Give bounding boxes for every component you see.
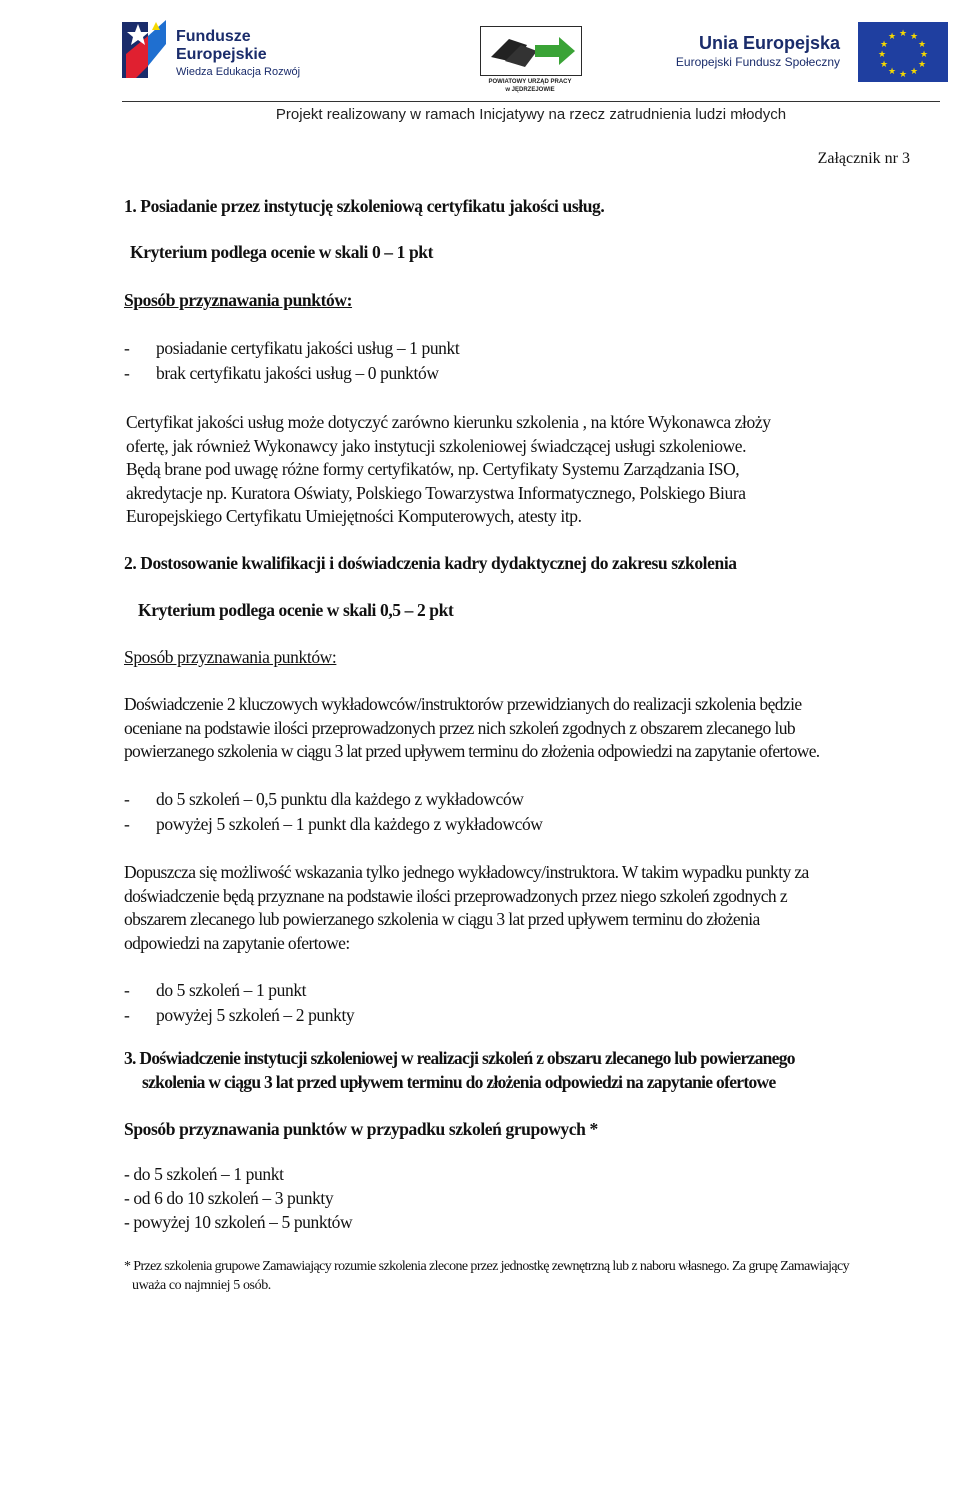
- fe-line3: Wiedza Edukacja Rozwój: [176, 66, 301, 78]
- s2-para2-line-2: doświadczenie będą przyznane na podstawie ilości przeprowadzonych przez niego szkoleń zgodnych z: [124, 886, 788, 906]
- s2-para1-line-1: Doświadczenie 2 kluczowych wykładowców/instruktorów przewidzianych do realizacji szkolenia będzie: [124, 694, 802, 714]
- svg-text:★: ★: [909, 67, 919, 77]
- s2-para1-line-3: powierzanego szkolenia w ciągu 3 lat przed upływem terminu do złożenia odpowiedzi na zapytanie ofertowe.: [124, 741, 820, 761]
- s2-heading: 2. Dostosowanie kwalifikacji i doświadczenia kadry dydaktycznej do zakresu szkolenia: [124, 553, 737, 573]
- s2-item-3-text: do 5 szkoleń – 1 punkt: [156, 980, 307, 1000]
- pup-emblem-icon: [481, 27, 581, 75]
- s1-item-1: - posiadanie certyfikatu jakości usług – 1 punkt: [124, 338, 460, 358]
- s1-criterion: Kryterium podlega ocenie w skali 0 – 1 pkt: [130, 242, 434, 262]
- svg-text:★: ★: [877, 50, 887, 60]
- eu-flag-icon: [858, 22, 948, 82]
- svg-text:★: ★: [898, 70, 908, 80]
- s1-para-line-2: ofertę, jak również Wykonawcy jako instytucji szkoleniowej świadczącej usługi szkoleniowe.: [126, 436, 747, 456]
- s2-item-3: - do 5 szkoleń – 1 punkt: [124, 980, 307, 1000]
- pup-caption: [470, 78, 590, 94]
- svg-text:★: ★: [898, 29, 908, 39]
- s1-para-line-1: Certyfikat jakości usług może dotyczyć zarówno kierunku szkolenia , na które Wykonawca złoży: [126, 412, 771, 432]
- s2-item-4: - powyżej 5 szkoleń – 2 punkty: [124, 1005, 355, 1025]
- fe-line1: Fundusze: [176, 28, 251, 45]
- s1-para-line-3: Będą brane pod uwagę różne formy certyfikatów, np. Certyfikaty Systemu Zarządzania ISO,: [126, 459, 740, 479]
- s2-item-2: - powyżej 5 szkoleń – 1 punkt dla każdego z wykładowców: [124, 814, 543, 834]
- fundusze-europejskie-text: [176, 28, 300, 80]
- eu-line2: Europejski Fundusz Społeczny: [675, 55, 840, 69]
- footnote-line-1: * Przez szkolenia grupowe Zamawiający rozumie szkolenia zlecone przez jednostkę zewnętrzną lub z naboru własnego. Za grupę Zamawiający: [124, 1259, 850, 1274]
- s1-item-1-text: posiadanie certyfikatu jakości usług – 1 punkt: [156, 338, 460, 358]
- header-divider: [122, 101, 940, 102]
- s2-item-1-text: do 5 szkoleń – 0,5 punktu dla każdego z wykładowców: [156, 789, 524, 809]
- svg-text:★: ★: [887, 67, 897, 77]
- s3-item-2: - od 6 do 10 szkoleń – 3 punkty: [124, 1188, 334, 1208]
- s3-item-1: - do 5 szkoleń – 1 punkt: [124, 1164, 284, 1184]
- s3-item-3: - powyżej 10 szkoleń – 5 punktów: [124, 1212, 353, 1232]
- svg-text:★: ★: [919, 50, 929, 60]
- s2-para1-line-2: oceniane na podstawie ilości przeprowadzonych przez nich szkoleń zgodnych z obszarem zlecanego lub: [124, 718, 796, 738]
- footnote-line-2: uważa co najmniej 5 osób.: [132, 1278, 271, 1293]
- pup-caption-line2: w JĘDRZEJOWIE: [505, 87, 555, 93]
- fe-line2: Europejskie: [176, 46, 267, 63]
- s3-heading-line-1: 3. Doświadczenie instytucji szkoleniowej w realizacji szkoleń z obszaru zlecanego lub powierzanego: [124, 1048, 795, 1068]
- s2-item-2-text: powyżej 5 szkoleń – 1 punkt dla każdego z wykładowców: [156, 814, 543, 834]
- footnote: [124, 1257, 934, 1295]
- s3-heading-line-2: szkolenia w ciągu 3 lat przed upływem terminu do złożenia odpowiedzi na zapytanie ofertowe: [142, 1072, 776, 1092]
- svg-text:★: ★: [917, 40, 927, 50]
- svg-text:★: ★: [879, 60, 889, 70]
- s2-criterion: Kryterium podlega ocenie w skali 0,5 – 2 pkt: [138, 600, 454, 620]
- svg-text:★: ★: [917, 60, 927, 70]
- project-line: Projekt realizowany w ramach Inicjatywy na rzecz zatrudnienia ludzi młodych: [275, 106, 787, 123]
- s2-para2-line-1: Dopuszcza się możliwość wskazania tylko jednego wykładowcy/instruktora. W takim wypadku punkty za: [124, 862, 809, 882]
- s1-method: Sposób przyznawania punktów:: [124, 290, 353, 310]
- page-header: [0, 0, 960, 123]
- s2-para2-line-4: odpowiedzi na zapytanie ofertowe:: [124, 933, 350, 953]
- s2-para2-line-3: obszarem zlecanego lub powierzanego szkolenia w ciągu 3 lat przed upływem terminu do złożenia: [124, 909, 760, 929]
- eu-line1: Unia Europejska: [698, 33, 840, 53]
- pup-logo: [480, 26, 582, 76]
- eu-text: [676, 32, 840, 70]
- pup-caption-line1: POWIATOWY URZĄD PRACY: [488, 79, 572, 85]
- s1-item-2: - brak certyfikatu jakości usług – 0 punktów: [124, 363, 439, 383]
- svg-text:★: ★: [879, 40, 889, 50]
- s1-para-line-4: akredytacje np. Kuratora Oświaty, Polskiego Towarzystwa Informatycznego, Polskiego Biura: [126, 483, 746, 503]
- s2-item-4-text: powyżej 5 szkoleń – 2 punkty: [156, 1005, 355, 1025]
- s2-item-1: - do 5 szkoleń – 0,5 punktu dla każdego z wykładowców: [124, 789, 524, 809]
- annex-label: Załącznik nr 3: [817, 150, 910, 167]
- s1-para-line-5: Europejskiego Certyfikatu Umiejętności Komputerowych, atesty itp.: [126, 506, 582, 526]
- s1-item-2-text: brak certyfikatu jakości usług – 0 punktów: [156, 363, 439, 383]
- s2-method: Sposób przyznawania punktów:: [124, 647, 337, 667]
- fundusze-europejskie-logo-icon: [122, 16, 172, 80]
- s3-method: Sposób przyznawania punktów w przypadku szkoleń grupowych *: [124, 1119, 598, 1139]
- svg-text:★: ★: [909, 32, 919, 42]
- s1-heading: 1. Posiadanie przez instytucję szkoleniową certyfikatu jakości usług.: [124, 196, 605, 216]
- svg-text:★: ★: [887, 32, 897, 42]
